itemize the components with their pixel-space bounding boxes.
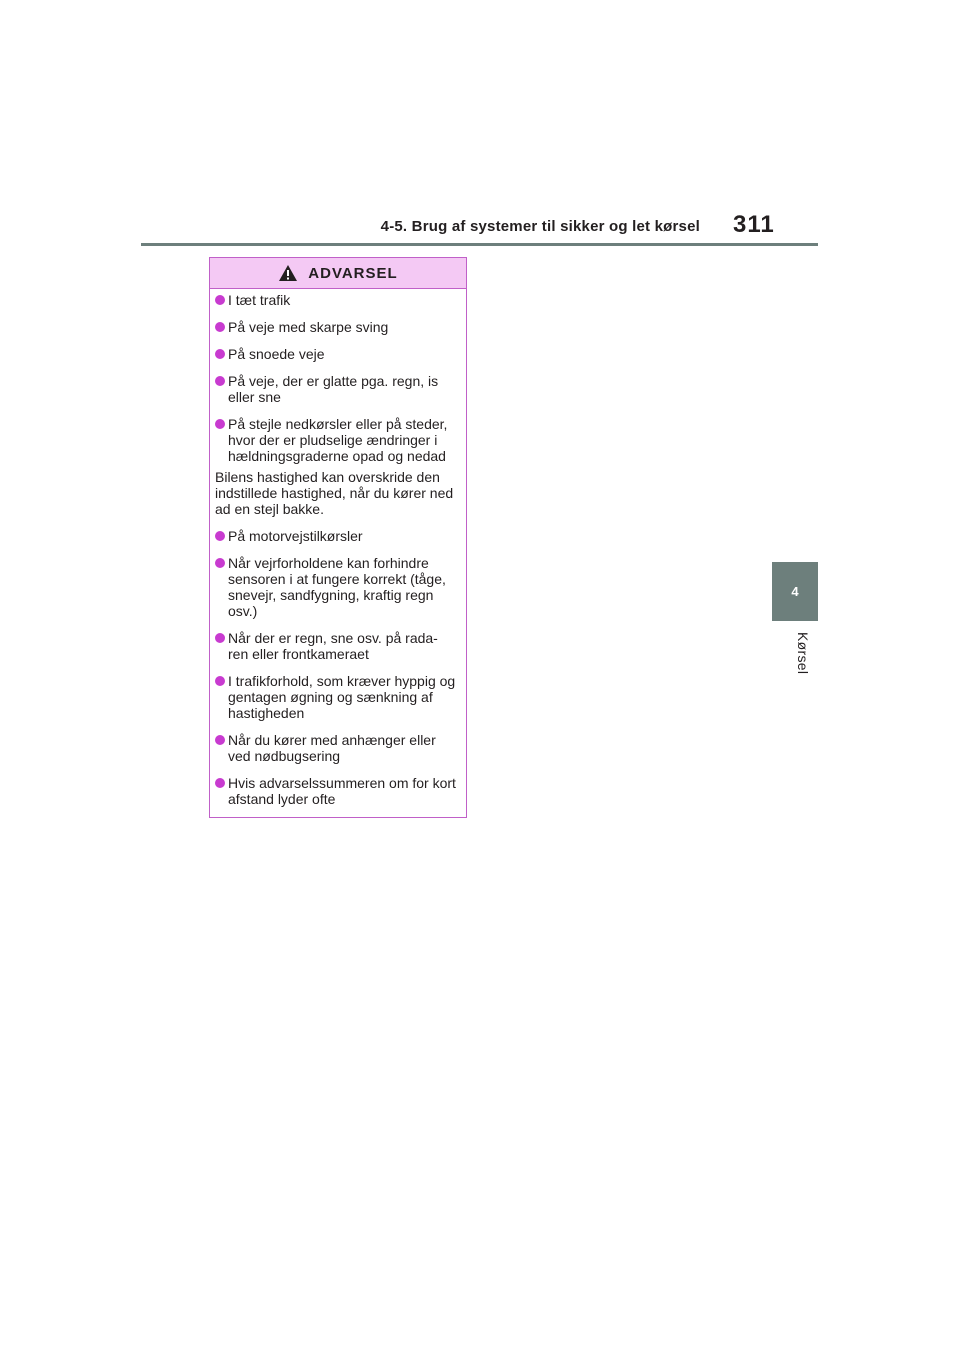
list-item: På snoede veje (215, 346, 458, 362)
warning-box (209, 257, 467, 818)
list-item: I trafikforhold, som kræver hyppig og gentagen øgning og sænkning af hastigheden (215, 673, 458, 721)
list-item: Når du kører med anhænger eller ved nødbugsering (215, 732, 458, 764)
warning-header (210, 258, 466, 289)
bullet-icon (215, 376, 225, 386)
list-item: På veje, der er glatte pga. regn, is eller sne (215, 373, 458, 405)
list-item: Hvis advarselssummeren om for kort afstand lyder ofte (215, 775, 458, 807)
warning-title: ADVARSEL (308, 264, 398, 282)
bullet-icon (215, 295, 225, 305)
chapter-number: 4 (791, 584, 799, 599)
chapter-tab[interactable] (772, 562, 818, 621)
note-paragraph: Bilens hastighed kan overskride den indstillede hastighed, når du kører ned ad en stejl bakke. (215, 469, 454, 517)
list-item: På veje med skarpe sving (215, 319, 458, 335)
bullet-icon (215, 349, 225, 359)
header-rule (141, 243, 818, 246)
chapter-label: Kørsel (795, 632, 811, 675)
list-item: Når der er regn, sne osv. på rada-ren eller frontkameraet (215, 630, 458, 662)
list-item: I tæt trafik (215, 292, 458, 308)
warning-body (210, 289, 466, 807)
bullet-icon (215, 419, 225, 429)
bullet-icon (215, 322, 225, 332)
bullet-icon (215, 676, 225, 686)
bullet-icon (215, 778, 225, 788)
bullet-icon (215, 735, 225, 745)
section-title: 4-5. Brug af systemer til sikker og let kørsel (380, 218, 700, 235)
bullet-icon (215, 558, 225, 568)
bullet-icon (215, 633, 225, 643)
list-item: På motorvejstilkørsler (215, 528, 458, 544)
page-number: 311 (733, 211, 775, 238)
list-item: Når vejrforholdene kan forhindre sensoren i at fungere korrekt (tåge, snevejr, sandfygning, kraftig regn osv.) (215, 555, 458, 619)
warning-triangle-icon (278, 264, 298, 282)
bullet-icon (215, 531, 225, 541)
list-item: På stejle nedkørsler eller på steder, hvor der er pludselige ændringer i hældningsgraderne opad og nedad (215, 416, 458, 464)
